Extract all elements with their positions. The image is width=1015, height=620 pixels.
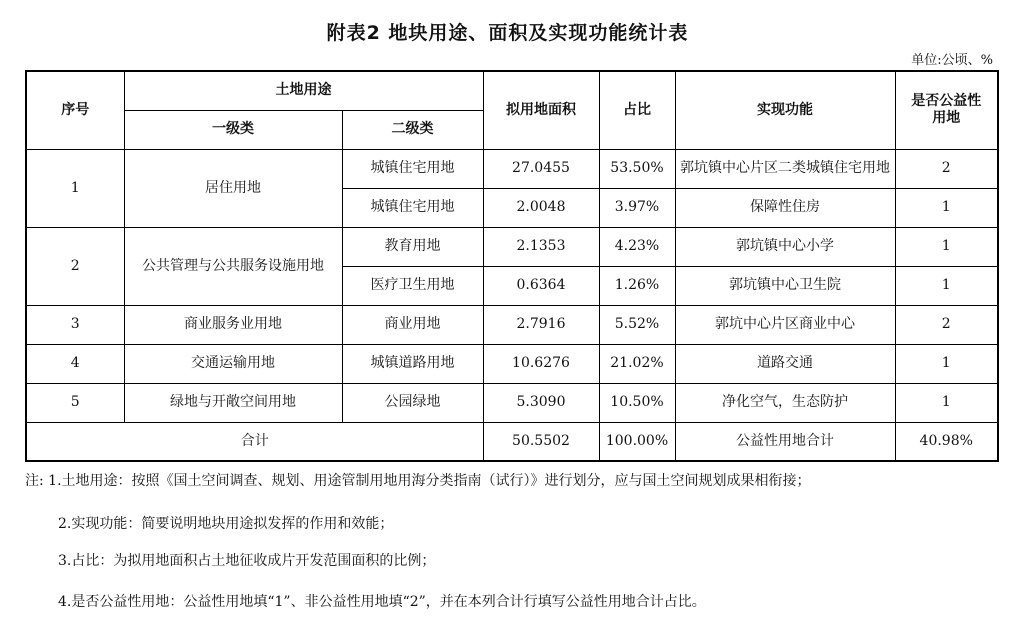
- function-cell: 道路交通: [675, 344, 895, 383]
- seq-cell: 4: [26, 344, 124, 383]
- ratio-cell: 10.50%: [599, 383, 675, 422]
- ratio-cell: 1.26%: [599, 266, 675, 305]
- table-title: 附表2 地块用途、面积及实现功能统计表: [326, 22, 689, 44]
- table-row: [26, 149, 998, 188]
- area-cell: 5.3090: [483, 383, 599, 422]
- level1-cell: 交通运输用地: [124, 344, 342, 383]
- header-ratio: 占比: [599, 71, 675, 149]
- table-row: [26, 227, 998, 266]
- level2-cell: 城镇住宅用地: [342, 188, 483, 227]
- level2-cell: 商业用地: [342, 305, 483, 344]
- public-cell: 1: [895, 227, 998, 266]
- area-cell: 2.1353: [483, 227, 599, 266]
- area-cell: 0.6364: [483, 266, 599, 305]
- header-function: 实现功能: [675, 71, 895, 149]
- header-level1: 一级类: [124, 110, 342, 149]
- ratio-cell: 21.02%: [599, 344, 675, 383]
- level2-cell: 教育用地: [342, 227, 483, 266]
- header-public-line1: 是否公益性: [911, 93, 982, 110]
- public-cell: 1: [895, 383, 998, 422]
- note-4: 4.是否公益性用地：公益性用地填“1”、非公益性用地填“2”，并在本列合计行填写公益性用地合计占比。: [58, 594, 706, 610]
- area-cell: 10.6276: [483, 344, 599, 383]
- public-cell: 2: [895, 149, 998, 188]
- area-cell: 2.0048: [483, 188, 599, 227]
- note-1: 注: 1.土地用途：按照《国土空间调查、规划、用途管制用地用海分类指南（试行）》进行划分，应与国土空间规划成果相衔接；: [25, 473, 811, 489]
- public-cell: 1: [895, 266, 998, 305]
- function-cell: 郭坑镇中心小学: [675, 227, 895, 266]
- function-cell: 保障性住房: [675, 188, 895, 227]
- level2-cell: 城镇道路用地: [342, 344, 483, 383]
- public-cell: 2: [895, 305, 998, 344]
- total-public: 40.98%: [895, 422, 998, 461]
- function-cell: 郭坑镇中心卫生院: [675, 266, 895, 305]
- level1-cell: 商业服务业用地: [124, 305, 342, 344]
- land-use-table: [25, 70, 999, 462]
- total-ratio: 100.00%: [599, 422, 675, 461]
- public-cell: 1: [895, 344, 998, 383]
- table-row: [26, 344, 998, 383]
- level1-cell: 居住用地: [124, 149, 342, 227]
- table-row: [26, 383, 998, 422]
- level1-cell: 绿地与开敞空间用地: [124, 383, 342, 422]
- header-public-line2: 用地: [932, 110, 961, 127]
- level2-cell: 城镇住宅用地: [342, 149, 483, 188]
- header-seq: 序号: [26, 71, 124, 149]
- public-cell: 1: [895, 188, 998, 227]
- ratio-cell: 3.97%: [599, 188, 675, 227]
- unit-label: 单位:公顷、%: [911, 53, 993, 68]
- function-cell: 净化空气，生态防护: [675, 383, 895, 422]
- header-land-use: 土地用途: [124, 71, 483, 110]
- header-area: 拟用地面积: [483, 71, 599, 149]
- header-level2: 二级类: [342, 110, 483, 149]
- area-cell: 27.0455: [483, 149, 599, 188]
- seq-cell: 3: [26, 305, 124, 344]
- ratio-cell: 4.23%: [599, 227, 675, 266]
- seq-cell: 2: [26, 227, 124, 305]
- area-cell: 2.7916: [483, 305, 599, 344]
- table-row: [26, 305, 998, 344]
- level2-cell: 医疗卫生用地: [342, 266, 483, 305]
- function-cell: 郭坑镇中心片区二类城镇住宅用地: [675, 149, 895, 188]
- total-function: 公益性用地合计: [675, 422, 895, 461]
- header-public: [895, 71, 998, 149]
- seq-cell: 1: [26, 149, 124, 227]
- function-cell: 郭坑中心片区商业中心: [675, 305, 895, 344]
- level1-cell: 公共管理与公共服务设施用地: [124, 227, 342, 305]
- seq-cell: 5: [26, 383, 124, 422]
- total-area: 50.5502: [483, 422, 599, 461]
- ratio-cell: 5.52%: [599, 305, 675, 344]
- note-3: 3.占比：为拟用地面积占土地征收成片开发范围面积的比例；: [58, 553, 436, 569]
- total-label: 合计: [26, 422, 483, 461]
- total-row: [26, 422, 998, 461]
- note-2: 2.实现功能：简要说明地块用途拟发挥的作用和效能；: [58, 516, 394, 532]
- level2-cell: 公园绿地: [342, 383, 483, 422]
- ratio-cell: 53.50%: [599, 149, 675, 188]
